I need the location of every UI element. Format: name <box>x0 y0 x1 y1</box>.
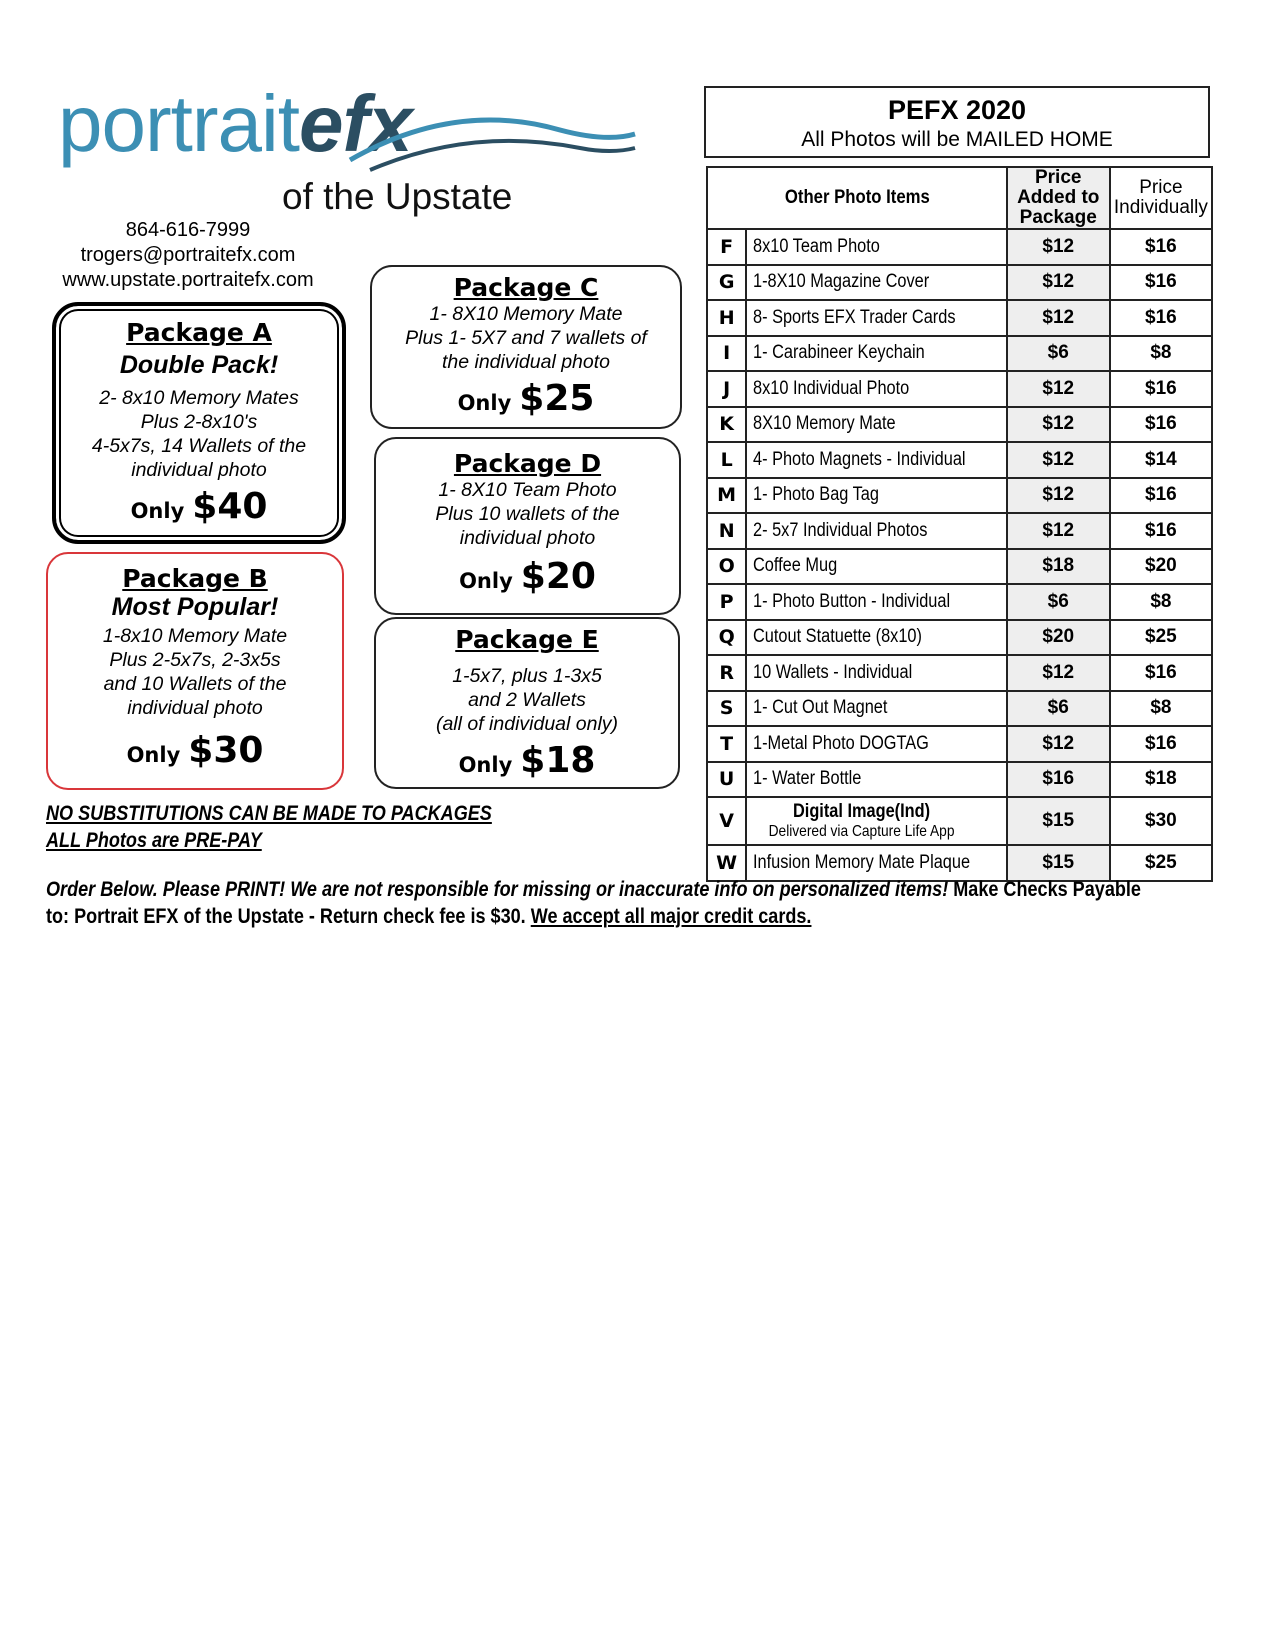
item-package-price: $12 <box>1007 229 1110 265</box>
item-name: Cutout Statuette (8x10) <box>753 626 923 648</box>
package-a-line: Plus 2-8x10's <box>140 411 258 433</box>
item-package-price: $12 <box>1007 265 1110 301</box>
header-title: PEFX 2020 <box>887 95 1027 125</box>
package-c-amount: $25 <box>519 378 595 419</box>
item-name: 1- Cut Out Magnet <box>753 697 888 719</box>
package-b-subtitle: Most Popular! <box>111 593 279 621</box>
package-b-line: 1-8x10 Memory Mate <box>102 625 288 647</box>
item-name-cell <box>746 371 1006 407</box>
item-individual-price: $25 <box>1110 620 1212 656</box>
header-item-label: Other Photo Items <box>784 187 930 208</box>
package-a-description <box>56 386 342 482</box>
item-name-cell <box>746 513 1006 549</box>
item-individual-price: $8 <box>1110 691 1212 727</box>
contact-phone: 864-616-7999 <box>125 219 251 241</box>
item-individual-price: $16 <box>1110 371 1212 407</box>
item-name-cell <box>746 407 1006 443</box>
package-c-line: 1- 8X10 Memory Mate <box>429 303 623 325</box>
item-letter: G <box>707 265 746 301</box>
package-c-price <box>372 378 680 419</box>
item-individual-price: $8 <box>1110 336 1212 372</box>
item-letter: R <box>707 655 746 691</box>
table-header-row <box>707 167 1212 229</box>
item-package-price: $12 <box>1007 300 1110 336</box>
price-table <box>706 166 1213 882</box>
item-name: 1- Photo Bag Tag <box>753 484 880 506</box>
package-d-title: Package D <box>453 449 602 478</box>
item-name: 10 Wallets - Individual <box>753 661 913 683</box>
item-name-cell <box>746 300 1006 336</box>
package-a-title: Package A <box>126 318 272 347</box>
logo-subtitle: of the Upstate <box>282 176 513 217</box>
package-a-amount: $40 <box>192 486 268 527</box>
item-name: Infusion Memory Mate Plaque <box>753 851 971 873</box>
item-letter: W <box>707 845 746 881</box>
item-name-cell <box>746 797 1006 845</box>
table-row <box>707 620 1212 656</box>
item-package-price: $12 <box>1007 371 1110 407</box>
package-d-amount: $20 <box>520 556 596 597</box>
item-name-sub: Delivered via Capture Life App <box>768 823 955 840</box>
package-c-only-label: Only <box>457 391 512 415</box>
order-payable-to: to: Portrait EFX of the Upstate - Return check fee is $30. <box>46 905 531 928</box>
note-no-substitutions: NO SUBSTITUTIONS CAN BE MADE TO PACKAGES <box>46 802 492 825</box>
item-individual-price: $16 <box>1110 407 1212 443</box>
package-e-amount: $18 <box>520 740 596 781</box>
package-b-line: Plus 2-5x7s, 2-3x5s <box>109 649 281 671</box>
item-package-price: $18 <box>1007 549 1110 585</box>
item-name-cell <box>746 442 1006 478</box>
item-individual-price: $16 <box>1110 300 1212 336</box>
package-d-line: individual photo <box>459 527 596 549</box>
item-individual-price: $16 <box>1110 229 1212 265</box>
package-e-only-label: Only <box>458 753 513 777</box>
package-c-title: Package C <box>453 273 599 302</box>
package-b-box <box>46 552 344 790</box>
item-letter: F <box>707 229 746 265</box>
package-e-description <box>376 664 678 736</box>
package-b-description <box>48 624 342 720</box>
table-row <box>707 265 1212 301</box>
package-e-line: 1-5x7, plus 1-3x5 <box>452 665 602 687</box>
logo-word-efx: efx <box>298 79 412 168</box>
contact-website: www.upstate.portraitefx.com <box>62 269 314 291</box>
contact-email: trogers@portraitefx.com <box>80 244 296 266</box>
package-b-line: individual photo <box>127 697 263 719</box>
table-row <box>707 797 1212 845</box>
item-name: Digital Image(Ind) <box>793 801 931 822</box>
item-name: 1- Carabineer Keychain <box>753 342 925 364</box>
item-letter: J <box>707 371 746 407</box>
package-d-line: Plus 10 wallets of the <box>435 503 620 525</box>
package-b-amount: $30 <box>188 730 264 771</box>
package-e-price <box>376 740 678 781</box>
note-pre-pay: ALL Photos are PRE-PAY <box>46 829 262 852</box>
item-individual-price: $16 <box>1110 478 1212 514</box>
package-a-line: 4-5x7s, 14 Wallets of the <box>91 435 307 457</box>
package-d-price <box>376 556 679 597</box>
package-d-box <box>374 437 681 615</box>
item-letter: H <box>707 300 746 336</box>
header-individual-price: Price Individually <box>1110 167 1212 229</box>
table-row <box>707 513 1212 549</box>
package-c-line: the individual photo <box>441 351 611 373</box>
package-d-only-label: Only <box>459 569 513 593</box>
item-name-cell <box>746 655 1006 691</box>
package-b-only-label: Only <box>126 743 181 767</box>
item-package-price: $12 <box>1007 513 1110 549</box>
item-individual-price: $14 <box>1110 442 1212 478</box>
header-box <box>704 86 1210 158</box>
item-name-cell <box>746 229 1006 265</box>
order-instructions <box>46 876 1226 930</box>
item-letter: V <box>707 797 746 845</box>
item-package-price: $15 <box>1007 845 1110 881</box>
package-e-line: and 2 Wallets <box>468 689 586 711</box>
package-a-box <box>52 302 346 544</box>
item-package-price: $6 <box>1007 691 1110 727</box>
item-name: 8x10 Team Photo <box>753 235 881 257</box>
package-b-price <box>48 730 342 771</box>
item-name-cell <box>746 265 1006 301</box>
item-letter: P <box>707 584 746 620</box>
item-individual-price: $25 <box>1110 845 1212 881</box>
logo-word-main: portrait <box>58 79 299 168</box>
package-e-title: Package E <box>455 625 599 654</box>
item-name-cell <box>746 478 1006 514</box>
table-row <box>707 442 1212 478</box>
item-individual-price: $30 <box>1110 797 1212 845</box>
table-row <box>707 371 1212 407</box>
item-name: 4- Photo Magnets - Individual <box>753 448 966 470</box>
item-name-cell <box>746 336 1006 372</box>
item-letter: Q <box>707 620 746 656</box>
item-individual-price: $16 <box>1110 726 1212 762</box>
logo-swoosh-icon <box>330 100 640 180</box>
item-package-price: $12 <box>1007 442 1110 478</box>
item-letter: M <box>707 478 746 514</box>
table-row <box>707 762 1212 798</box>
table-row <box>707 584 1212 620</box>
package-c-description <box>372 302 680 374</box>
package-a-subtitle: Double Pack! <box>119 351 279 379</box>
item-name-cell <box>746 620 1006 656</box>
package-d-description <box>376 478 679 550</box>
table-row <box>707 478 1212 514</box>
table-row <box>707 549 1212 585</box>
item-individual-price: $16 <box>1110 265 1212 301</box>
item-letter: U <box>707 762 746 798</box>
item-package-price: $20 <box>1007 620 1110 656</box>
item-package-price: $12 <box>1007 407 1110 443</box>
item-package-price: $6 <box>1007 584 1110 620</box>
item-name: 1-Metal Photo DOGTAG <box>753 732 930 754</box>
package-notes <box>46 800 564 854</box>
package-a-only-label: Only <box>130 499 185 523</box>
item-name-cell <box>746 584 1006 620</box>
item-letter: S <box>707 691 746 727</box>
order-credit-cards: We accept all major credit cards. <box>530 905 812 928</box>
item-letter: I <box>707 336 746 372</box>
package-a-price <box>56 486 342 527</box>
table-row <box>707 726 1212 762</box>
package-e-line: (all of individual only) <box>435 713 619 735</box>
item-individual-price: $18 <box>1110 762 1212 798</box>
item-name: Coffee Mug <box>753 555 838 577</box>
item-name: 8x10 Individual Photo <box>753 377 910 399</box>
table-row <box>707 407 1212 443</box>
item-name: 2- 5x7 Individual Photos <box>753 519 928 541</box>
item-name: 8X10 Memory Mate <box>753 413 896 435</box>
contact-info <box>38 218 338 293</box>
item-letter: L <box>707 442 746 478</box>
item-individual-price: $20 <box>1110 549 1212 585</box>
package-b-title: Package B <box>122 564 268 593</box>
item-individual-price: $8 <box>1110 584 1212 620</box>
item-letter: N <box>707 513 746 549</box>
item-letter: K <box>707 407 746 443</box>
item-individual-price: $16 <box>1110 513 1212 549</box>
item-letter: O <box>707 549 746 585</box>
table-body <box>707 229 1212 881</box>
package-a-line: 2- 8x10 Memory Mates <box>99 387 299 409</box>
item-package-price: $16 <box>1007 762 1110 798</box>
item-name-cell <box>746 762 1006 798</box>
item-name: 1- Photo Button - Individual <box>753 590 951 612</box>
item-name: 1- Water Bottle <box>753 768 862 790</box>
item-name-cell <box>746 726 1006 762</box>
item-name-cell <box>746 549 1006 585</box>
package-d-line: 1- 8X10 Team Photo <box>438 479 617 501</box>
item-name: 1-8X10 Magazine Cover <box>753 271 930 293</box>
package-b-line: and 10 Wallets of the <box>103 673 287 695</box>
table-row <box>707 655 1212 691</box>
package-c-box <box>370 265 682 429</box>
header-subtitle: All Photos will be MAILED HOME <box>801 128 1113 151</box>
item-letter: T <box>707 726 746 762</box>
item-name: 8- Sports EFX Trader Cards <box>753 306 956 328</box>
table-row <box>707 336 1212 372</box>
order-checks-payable: Make Checks Payable <box>948 878 1141 901</box>
header-package-price: Price Added to Package <box>1007 167 1110 229</box>
order-line-2 <box>46 903 1061 930</box>
item-package-price: $15 <box>1007 797 1110 845</box>
order-line-1 <box>46 876 1141 903</box>
table-row <box>707 691 1212 727</box>
item-package-price: $12 <box>1007 655 1110 691</box>
package-c-line: Plus 1- 5X7 and 7 wallets of <box>405 327 647 349</box>
package-a-line: individual photo <box>131 459 267 481</box>
item-package-price: $12 <box>1007 726 1110 762</box>
item-name-cell <box>746 691 1006 727</box>
table-row <box>707 229 1212 265</box>
item-individual-price: $16 <box>1110 655 1212 691</box>
table-row <box>707 300 1212 336</box>
header-item-column <box>707 167 1007 229</box>
package-e-box <box>374 617 680 789</box>
item-package-price: $6 <box>1007 336 1110 372</box>
item-package-price: $12 <box>1007 478 1110 514</box>
order-disclaimer: Order Below. Please PRINT! We are not responsible for missing or inaccurate info on personalized items! <box>46 878 949 901</box>
